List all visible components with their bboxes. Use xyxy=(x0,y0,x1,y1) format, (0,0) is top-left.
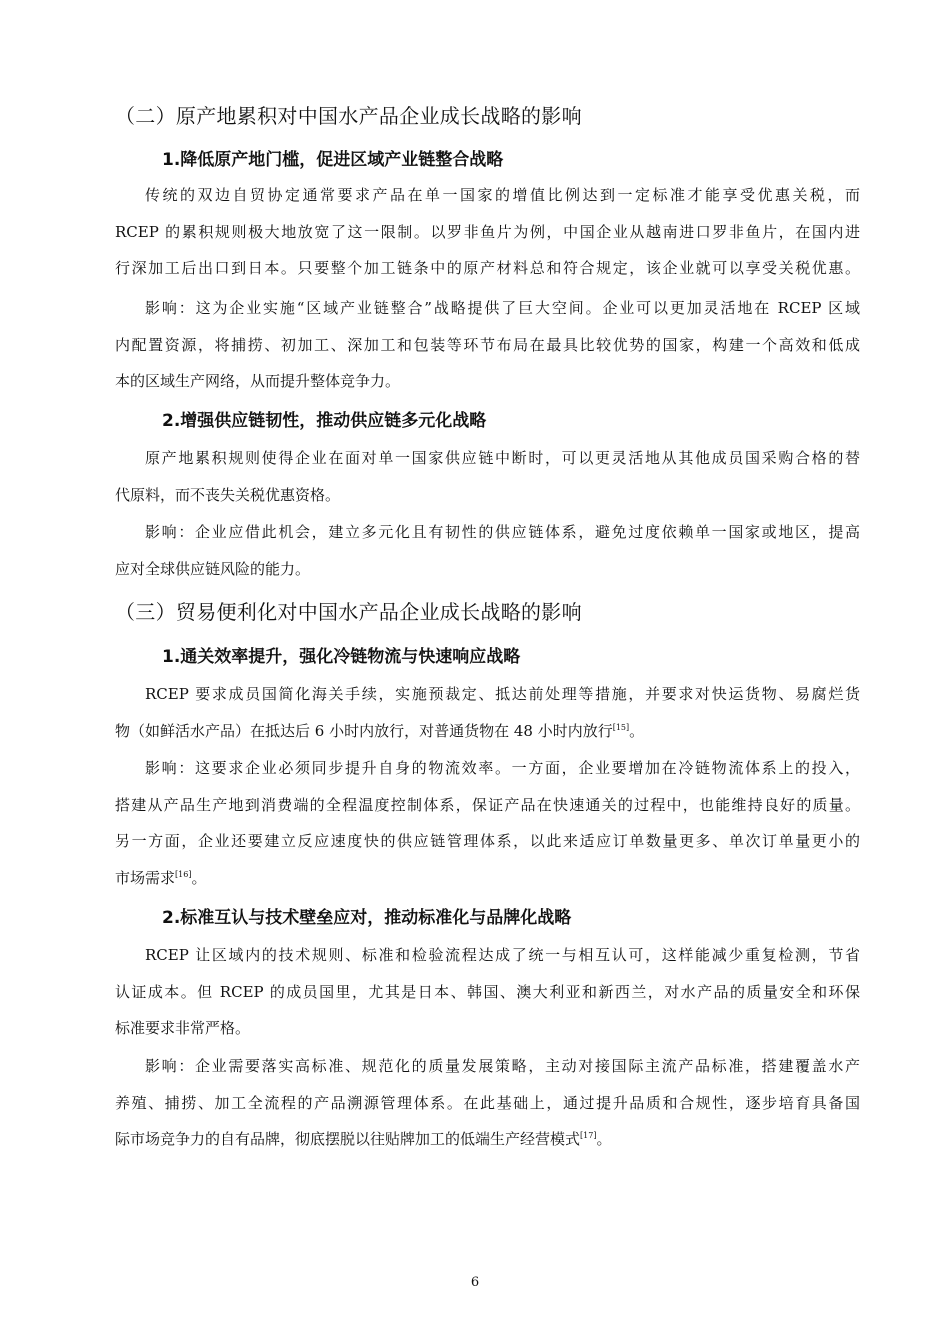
text-run: 物（如鲜活水产品）在抵达后 6 小时内放行，对普通货物在 48 小时内放行 xyxy=(115,721,613,740)
citation-marker: [17] xyxy=(580,1131,597,1140)
text-line: 行深加工后出口到日本。只要整个加工链条中的原产材料总和符合规定，该企业就可以享受关税优惠。 xyxy=(115,259,860,277)
text-line: 养殖、捕捞、加工全流程的产品溯源管理体系。在此基础上，通过提升品质和合规性，逐步培育具备国 xyxy=(115,1093,860,1112)
paragraph xyxy=(115,440,860,513)
text-line: 代原料，而不丧失关税优惠资格。 xyxy=(115,485,341,504)
punctuation: 。 xyxy=(596,1130,612,1148)
text-line xyxy=(115,860,860,897)
text-line: 影响：这要求企业必须同步提升自身的物流效率。一方面，企业要增加在冷链物流体系上的投入， xyxy=(145,759,860,777)
text-line: 另一方面，企业还要建立反应速度快的供应链管理体系，以此来适应订单数量更多、单次订单量更小的 xyxy=(115,832,860,850)
text-line: 本的区域生产网络，从而提升整体竞争力。 xyxy=(115,372,401,390)
paragraph xyxy=(115,676,860,749)
paragraph xyxy=(115,290,860,400)
punctuation: 。 xyxy=(191,868,207,887)
page-number: 6 xyxy=(470,1275,480,1290)
text-line: 影响：这为企业实施“区域产业链整合”战略提供了巨大空间。企业可以更加灵活地在 RCEP 区域 xyxy=(145,299,860,317)
section-heading-2: （二）原产地累积对中国水产品企业成长战略的影响 xyxy=(115,104,582,128)
text-line: 传统的双边自贸协定通常要求产品在单一国家的增值比例达到一定标准才能享受优惠关税，而 xyxy=(145,186,860,204)
subsection-heading-3-1: 1.通关效率提升，强化冷链物流与快速响应战略 xyxy=(162,647,521,667)
text-line: 内配置资源，将捕捞、初加工、深加工和包装等环节布局在最具比较优势的国家，构建一个高效和低成 xyxy=(115,335,860,354)
paragraph xyxy=(115,177,860,287)
text-line: 影响：企业应借此机会，建立多元化且有韧性的供应链体系，避免过度依赖单一国家或地区，提高 xyxy=(145,523,860,541)
subsection-heading-2-2: 2.增强供应链韧性，推动供应链多元化战略 xyxy=(162,411,487,431)
paragraph xyxy=(115,937,860,1047)
section-heading-3: （三）贸易便利化对中国水产品企业成长战略的影响 xyxy=(115,600,582,624)
text-run: 市场需求 xyxy=(115,868,176,887)
paragraph xyxy=(115,1048,860,1158)
text-line: 搭建从产品生产地到消费端的全程温度控制体系，保证产品在快速通关的过程中，也能维持良好的质量。 xyxy=(115,795,860,814)
text-line: RCEP 让区域内的技术规则、标准和检验流程达成了统一与相互认可，这样能减少重复检测，节省 xyxy=(145,946,860,964)
subsection-heading-2-1: 1.降低原产地门槛，促进区域产业链整合战略 xyxy=(162,150,504,170)
text-line xyxy=(115,713,860,750)
punctuation: 。 xyxy=(629,721,645,740)
text-line: 标准要求非常严格。 xyxy=(115,1019,251,1037)
text-line: 应对全球供应链风险的能力。 xyxy=(115,559,311,578)
citation-marker: [16] xyxy=(175,869,192,879)
text-line: RCEP 的累积规则极大地放宽了这一限制。以罗非鱼片为例，中国企业从越南进口罗非鱼片，在国内进 xyxy=(115,222,860,241)
citation-marker: [15] xyxy=(612,722,630,732)
text-line: 认证成本。但 RCEP 的成员国里，尤其是日本、韩国、澳大利亚和新西兰，对水产品的质量安全和环保 xyxy=(115,982,860,1001)
text-line: 影响：企业需要落实高标准、规范化的质量发展策略，主动对接国际主流产品标准，搭建覆盖水产 xyxy=(145,1057,860,1075)
text-line: RCEP 要求成员国简化海关手续，实施预裁定、抵达前处理等措施，并要求对快运货物、易腐烂货 xyxy=(145,685,860,703)
paragraph xyxy=(115,514,860,587)
paragraph xyxy=(115,750,860,896)
text-run: 际市场竞争力的自有品牌，彻底摆脱以往贴牌加工的低端生产经营模式 xyxy=(115,1130,581,1148)
subsection-heading-3-2: 2.标准互认与技术壁垒应对，推动标准化与品牌化战略 xyxy=(162,908,572,928)
text-line xyxy=(115,1121,860,1158)
text-line: 原产地累积规则使得企业在面对单一国家供应链中断时，可以更灵活地从其他成员国采购合格的替 xyxy=(145,449,860,467)
